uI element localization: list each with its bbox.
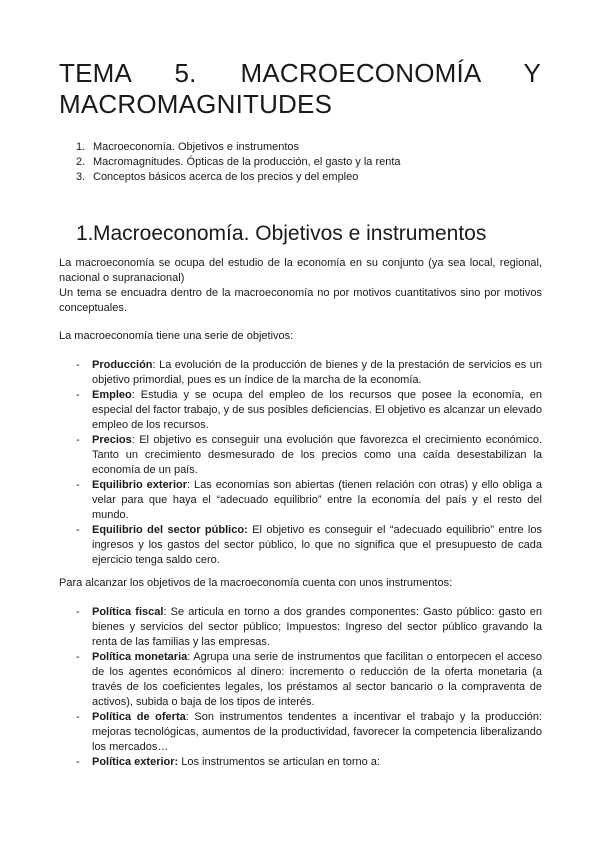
- toc-item-number: 3.: [76, 171, 86, 183]
- list-item: [76, 358, 542, 388]
- objectives-lead: La macroeconomía tiene una serie de objetivos:: [59, 330, 294, 342]
- item-term: Equilibrio exterior: [92, 479, 188, 491]
- list-item: [76, 710, 542, 755]
- section-title: Macroeconomía. Objetivos e instrumentos: [93, 222, 487, 245]
- document-title-line-1: TEMA 5. MACROECONOMÍA Y: [59, 58, 541, 88]
- toc-item: [76, 140, 401, 155]
- item-text: : El objetivo es conseguir una evolución que favorezca el crecimiento económico. Tanto un crecimiento desmesurado de los precios como una caída desestabilizan la economía de un país.: [92, 434, 542, 476]
- item-term: Política de oferta: [92, 711, 186, 723]
- section-heading: [76, 221, 486, 247]
- item-text: : La evolución de la producción de bienes y de la prestación de servicios es un objetivo primordial, pues es un índice de la marcha de la economía.: [92, 359, 542, 386]
- item-text: El objetivo es conseguir el “adecuado equilibrio” entre los ingresos y los gastos del sector público, lo que no significa que el presupuesto de cada ejercicio tenga saldo cero.: [92, 524, 542, 566]
- intro-paragraph-2: Un tema se encuadra dentro de la macroeconomía no por motivos cuantitativos sino por motivos conceptuales.: [59, 287, 542, 314]
- list-item: [76, 650, 542, 710]
- toc-item: [76, 155, 401, 170]
- item-term: Producción: [92, 359, 153, 371]
- bullet-dash: -: [76, 524, 80, 536]
- item-term: Política exterior:: [92, 756, 179, 768]
- bullet-dash: -: [76, 389, 80, 401]
- section-number: 1.: [76, 222, 94, 245]
- bullet-dash: -: [76, 359, 80, 371]
- item-text: : Agrupa una serie de instrumentos que facilitan o entorpecen el acceso de los agentes económicos al dinero: incremento o reducción de la oferta monetaria (a través de los coeficientes legales, los préstamos al sector bancario o la compraventa de activos), subida o baja de los tipos de interés.: [92, 651, 542, 708]
- table-of-contents: [76, 140, 401, 185]
- toc-item: [76, 170, 401, 185]
- bullet-dash: -: [76, 606, 80, 618]
- toc-item-number: 1.: [76, 141, 86, 153]
- item-text: : Estudia y se ocupa del empleo de los recursos que posee la economía, en especial del factor trabajo, y de sus posibles deficiencias. El objetivo es alcanzar un elevado empleo de los recursos.: [92, 389, 542, 431]
- list-item: [76, 755, 542, 770]
- bullet-dash: -: [76, 756, 80, 768]
- toc-item-text: Macromagnitudes. Ópticas de la producción, el gasto y la renta: [93, 156, 401, 168]
- item-text: : Se articula en torno a dos grandes componentes: Gasto público: gasto en bienes y servicios del sector público; Impuestos: Ingreso del sector público gravando la renta de las familias y las empresas.: [92, 606, 542, 648]
- list-item: [76, 478, 542, 523]
- item-term: Precios: [92, 434, 132, 446]
- bullet-dash: -: [76, 479, 80, 491]
- bullet-dash: -: [76, 711, 80, 723]
- item-term: Política monetaria: [92, 651, 188, 663]
- instruments-lead: Para alcanzar los objetivos de la macroeconomía cuenta con unos instrumentos:: [59, 577, 453, 589]
- toc-item-text: Macroeconomía. Objetivos e instrumentos: [93, 141, 300, 153]
- instruments-list: [76, 605, 542, 770]
- item-term: Equilibrio del sector público:: [92, 524, 248, 536]
- document-title-line-2: MACROMAGNITUDES: [59, 89, 333, 119]
- toc-item-number: 2.: [76, 156, 86, 168]
- bullet-dash: -: [76, 434, 80, 446]
- toc-item-text: Conceptos básicos acerca de los precios y del empleo: [93, 171, 359, 183]
- item-text: : Las economías son abiertas (tienen relación con otras) y ello obliga a velar para que haya el “adecuado equilibrio” entre la economía del país y el resto del mundo.: [92, 479, 542, 521]
- item-text: : Son instrumentos tendentes a incentivar el trabajo y la producción: mejoras tecnológicas, aumentos de la productividad, favorecer la competencia liberalizando los mercados…: [92, 711, 542, 753]
- list-item: [76, 433, 542, 478]
- list-item: [76, 523, 542, 568]
- item-term: Política fiscal: [92, 606, 164, 618]
- list-item: [76, 388, 542, 433]
- list-item: [76, 605, 542, 650]
- item-term: Empleo: [92, 389, 132, 401]
- intro-paragraph-1: La macroeconomía se ocupa del estudio de la economía en su conjunto (ya sea local, regional, nacional o supranacional): [59, 257, 542, 284]
- bullet-dash: -: [76, 651, 80, 663]
- item-text: Los instrumentos se articulan en torno a:: [178, 756, 380, 768]
- objectives-list: [76, 358, 542, 568]
